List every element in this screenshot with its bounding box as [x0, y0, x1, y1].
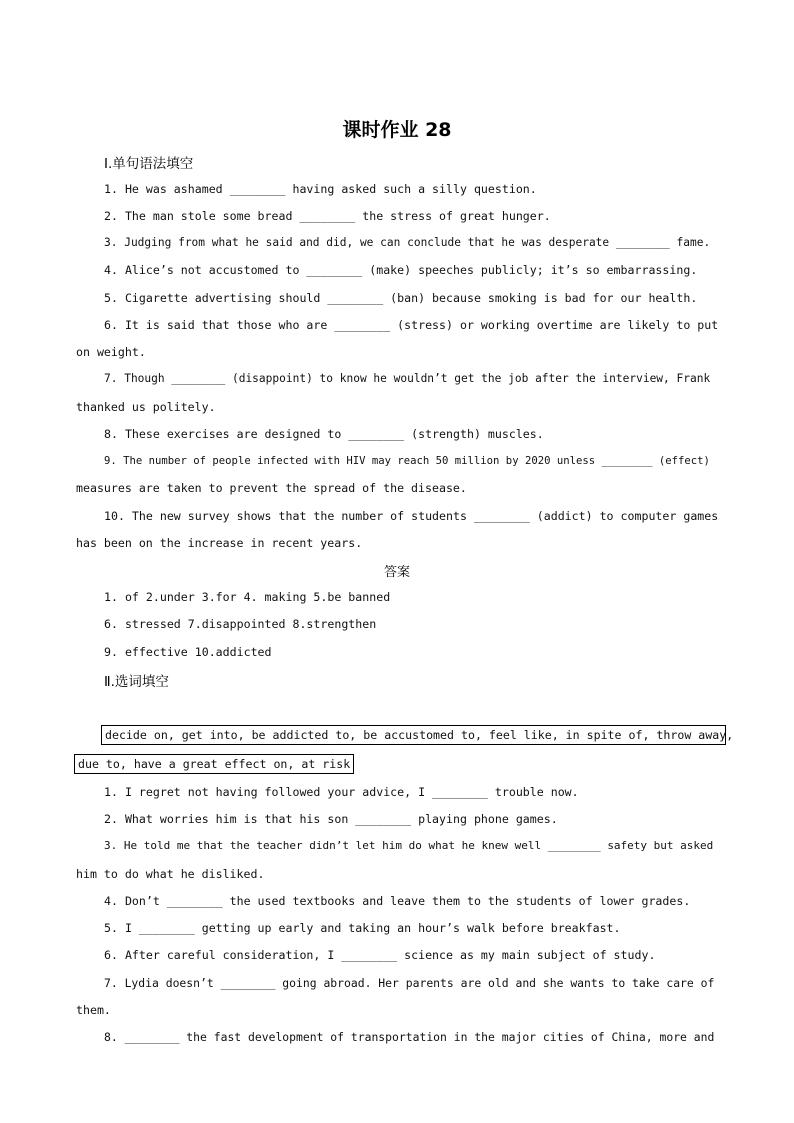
s2-question-7-line2: them. — [76, 1003, 111, 1017]
s2-question-8-line1: 8. ________ the fast development of transportation in the major cities of China, more and — [104, 1030, 715, 1044]
s1-question-7-line1: 7. Though ________ (disappoint) to know he wouldn’t get the job after the interview, Frank — [104, 372, 711, 385]
s1-question-4: 4. Alice’s not accustomed to ________ (make) speeches publicly; it’s so embarrassing. — [104, 263, 698, 277]
s1-question-3: 3. Judging from what he said and did, we can conclude that he was desperate ________ fame. — [104, 236, 711, 249]
s2-question-3-line2: him to do what he disliked. — [76, 867, 265, 881]
s1-question-6-line1: 6. It is said that those who are ________ (stress) or working overtime are likely to put — [104, 318, 719, 332]
s1-question-2: 2. The man stole some bread ________ the stress of great hunger. — [104, 209, 551, 223]
s1-question-10-line2: has been on the increase in recent years. — [76, 536, 363, 550]
s1-question-9-line2: measures are taken to prevent the spread of the disease. — [76, 481, 467, 495]
section-1-heading: Ⅰ.单句语法填空 — [104, 156, 194, 172]
s2-question-2: 2. What worries him is that his son ________ playing phone games. — [104, 812, 558, 826]
s2-question-7-line1: 7. Lydia doesn’t ________ going abroad. Her parents are old and she wants to take care of — [104, 976, 715, 990]
s1-question-1: 1. He was ashamed ________ having asked such a silly question. — [104, 182, 537, 196]
word-bank-box-line1: decide on, get into, be addicted to, be accustomed to, feel like, in spite of, throw away, — [101, 725, 726, 745]
s1-question-5: 5. Cigarette advertising should ________ (ban) because smoking is bad for our health. — [104, 291, 698, 305]
s2-question-6: 6. After careful consideration, I ________ science as my main subject of study. — [104, 948, 656, 962]
s1-question-6-line2: on weight. — [76, 345, 146, 359]
answers-row-3: 9. effective 10.addicted — [104, 645, 272, 659]
answers-row-2: 6. stressed 7.disappointed 8.strengthen — [104, 617, 377, 631]
s1-question-9-line1: 9. The number of people infected with HIV may reach 50 million by 2020 unless ________ (effect) — [104, 455, 710, 467]
s2-question-3-line1: 3. He told me that the teacher didn’t let him do what he knew well ________ safety but asked — [104, 839, 714, 852]
section-2-heading: Ⅱ.选词填空 — [104, 674, 169, 690]
page-title: 课时作业 28 — [342, 119, 452, 141]
s1-question-7-line2: thanked us politely. — [76, 400, 216, 414]
s2-question-1: 1. I regret not having followed your advice, I ________ trouble now. — [104, 785, 579, 799]
answers-row-1: 1. of 2.under 3.for 4. making 5.be banned — [104, 590, 391, 604]
answers-label: 答案 — [383, 565, 410, 580]
s1-question-8: 8. These exercises are designed to ________ (strength) muscles. — [104, 427, 544, 441]
s2-question-5: 5. I ________ getting up early and taking an hour’s walk before breakfast. — [104, 921, 621, 935]
s2-question-4: 4. Don’t ________ the used textbooks and leave them to the students of lower grades. — [104, 894, 691, 908]
s1-question-10-line1: 10. The new survey shows that the number of students ________ (addict) to computer games — [104, 509, 719, 523]
word-bank-box-line2: due to, have a great effect on, at risk — [74, 754, 354, 774]
